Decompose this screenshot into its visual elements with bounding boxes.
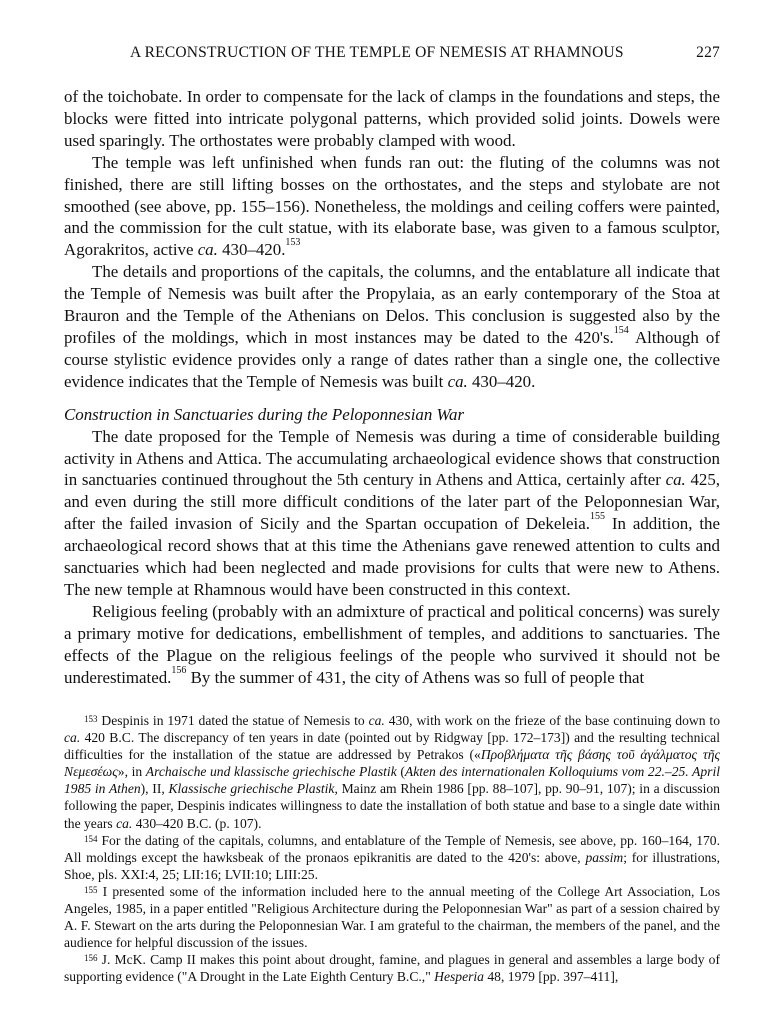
page-number: 227: [696, 44, 720, 61]
paragraph: The details and proportions of the capitals, the columns, and the entablature all indicate that the Temple of Nemesis was built after the Propylaia, as an early contemporary of the Stoa at Brauron and the Temple of the Athenians on Delos. This conclusion is suggested also by the profiles of the moldings, which in most instances may be dated to the 420's.$^{154}$ Although of course stylistic evidence provides only a range of dates rather than a single one, the collective evidence indicates that the Temple of Nemesis was built ca. 430–420.: [64, 262, 720, 391]
paragraph: The date proposed for the Temple of Nemesis was during a time of considerable building activity in Athens and Attica. The accumulating archaeological evidence shows that construction in sanctuaries continued throughout the 5th century in Athens and Attica, certainly after ca. 425, and even during the still more difficult conditions of the later part of the Peloponnesian War, after the failed invasion of Sicily and the Spartan occupation of Dekeleia.$^{155}$ In addition, the archaeological record shows that at this time the Athenians gave renewed attention to cults and sanctuaries which had been neglected and made provisions for cults that were new to Athens. The new temple at Rhamnous would have been constructed in this context.: [64, 426, 720, 599]
footnote-153: $^{153}$ Despinis in 1971 dated the statue of Nemesis to ca. 430, with work on the frieze of the base continuing down to ca. 420 B.C. The discrepancy of ten years in date (pointed out by Ridgway [pp. 172–173]) and the resulting technical difficulties for the installation of the statue are addressed by Petrakos («Προβλήματα τῆς βάσης τοῦ ἀγάλματος τῆς Νεμεσέως», in Archaische und klassische griechische Plastik (Akten des internationalen Kolloquiums vom 22.–25. April 1985 in Athen), II, Klassische griechische Plastik, Mainz am Rhein 1986 [pp. 88–107], pp. 90–91, 107); in a discussion following the paper, Despinis indicates willingness to date the installation of both statue and base to a single date within the years ca. 430–420 B.C. (p. 107).: [64, 713, 720, 831]
section-heading: Construction in Sanctuaries during the Peloponnesian War: [64, 404, 465, 424]
paragraph: The temple was left unfinished when funds ran out: the fluting of the columns was not finished, there are still lifting bosses on the orthostates, and the steps and stylobate are not smoothed (see above, pp. 155–156). Nonetheless, the moldings and ceiling coffers were painted, and the commission for the cult statue, with its elaborate base, was given to a famous sculptor, Agorakritos, active ca. 430–420.$^{153}$: [64, 152, 720, 260]
footnote-ref[interactable]: 153: [285, 237, 301, 249]
main-text: [64, 86, 720, 688]
footnote-ref[interactable]: 155: [589, 511, 605, 523]
footnotes: [64, 712, 720, 986]
footnote-ref[interactable]: 156: [171, 664, 187, 676]
footnote-ref[interactable]: 154: [613, 324, 629, 336]
footnote-155: $^{155}$ I presented some of the information included here to the annual meeting of the College Art Association, Los Angeles, 1985, in a paper entitled "Religious Architecture during the Peloponnesian War" as part of a session chaired by A. F. Stewart on the arts during the Peloponnesian War. I am grateful to the chairman, the members of the panel, and the audience for helpful discussion of the issues.: [64, 883, 720, 951]
paragraph: of the toichobate. In order to compensate for the lack of clamps in the foundations and steps, the blocks were fitted into intricate polygonal patterns, which provided solid joints. Dowels were used sparingly. The orthostates were probably clamped with wood.: [64, 87, 720, 150]
running-header: [64, 44, 720, 64]
footnote-154: $^{154}$ For the dating of the capitals, columns, and entablature of the Temple of Nemesis, see above, pp. 160–164, 170. All moldings except the hawksbeak of the pronaos epikranitis are dated to the 420's: above, passim; for illustrations, Shoe, pls. XXI:4, 25; LII:16; LVII:10; LIII:25.: [64, 832, 720, 882]
footnote-156: $^{156}$ J. McK. Camp II makes this point about drought, famine, and plagues in general and assembles a large body of supporting evidence ("A Drought in the Late Eighth Century B.C.," Hesperia 48, 1979 [pp. 397–411],: [64, 952, 720, 985]
paragraph: Religious feeling (probably with an admixture of practical and political concerns) was surely a primary motive for dedications, embellishment of temples, and additions to sanctuaries. The effects of the Plague on the religious feelings of the people who survived it should not be underestimated.$^{156}$ By the summer of 431, the city of Athens was so full of people that: [64, 601, 720, 687]
running-title: A RECONSTRUCTION OF THE TEMPLE OF NEMESIS AT RHAMNOUS: [130, 44, 624, 61]
